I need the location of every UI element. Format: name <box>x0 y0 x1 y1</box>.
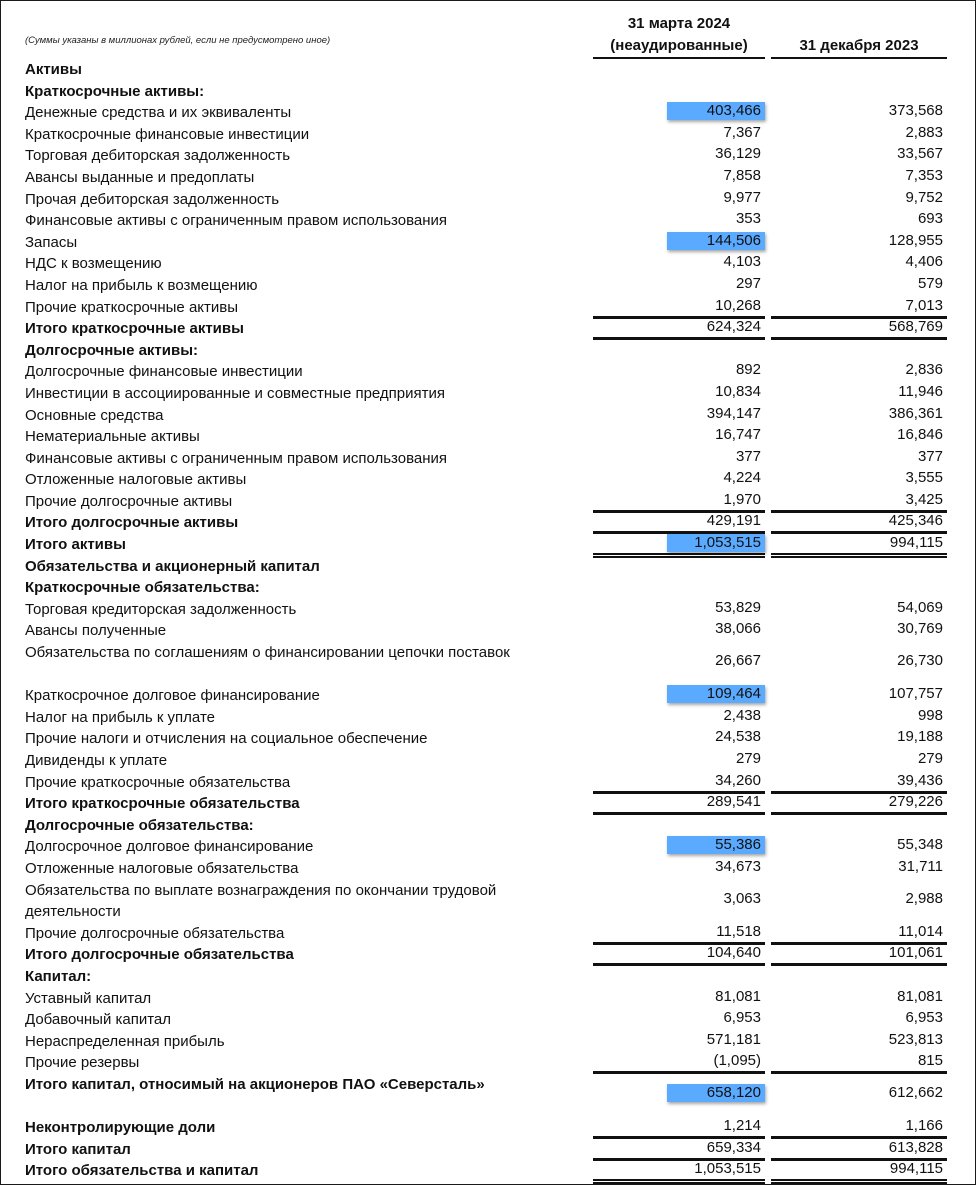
value-text: 7,353 <box>905 166 943 184</box>
table-row <box>1 295 976 317</box>
value-december-2023 <box>771 426 947 444</box>
value-text: 81,081 <box>897 987 943 1005</box>
total-row <box>1 791 976 813</box>
value-text: 31,711 <box>898 857 943 875</box>
row-label: Добавочный капитал <box>25 1011 172 1029</box>
value-text: 30,769 <box>897 620 943 638</box>
value-march-2024 <box>593 253 765 271</box>
row-label: Долгосрочные обязательства: <box>25 816 254 834</box>
row-label: Финансовые активы с ограниченным правом использования <box>25 212 448 230</box>
total-row <box>1 510 976 532</box>
row-label: Активы <box>25 61 82 78</box>
balance-sheet-table <box>1 57 976 1180</box>
value-december-2023 <box>771 469 947 487</box>
value-december-2023 <box>771 836 947 854</box>
value-text: 2,438 <box>723 706 761 724</box>
value-text: 4,406 <box>905 253 943 271</box>
table-row <box>1 618 976 640</box>
value-march-2024 <box>593 1009 765 1027</box>
value-december-2023 <box>771 361 947 379</box>
table-row <box>1 1050 976 1072</box>
table-row <box>1 446 976 468</box>
value-december-2023 <box>771 253 947 271</box>
currency-note: (Суммы указаны в миллионах рублей, если не предусмотрено иное) <box>25 35 331 46</box>
value-text: 16,747 <box>715 426 761 444</box>
row-label: Дивиденды к уплате <box>25 752 168 769</box>
value-text: 26,730 <box>897 652 943 670</box>
value-december-2023 <box>771 858 947 876</box>
value-december-2023 <box>771 405 947 423</box>
value-text: 55,348 <box>897 836 943 854</box>
row-label: Прочая дебиторская задолженность <box>25 190 280 208</box>
value-text: 4,224 <box>723 469 761 487</box>
table-row <box>1 597 976 619</box>
row-label: Запасы <box>25 233 78 251</box>
column-header-december-2023: 31 декабря 2023 <box>771 35 947 59</box>
value-december-2023 <box>771 102 947 120</box>
value-text: 994,115 <box>889 1160 943 1178</box>
section-heading <box>1 554 976 576</box>
total-row <box>1 316 976 338</box>
highlighted-value: 1,053,515 <box>667 534 765 552</box>
table-row <box>1 467 976 489</box>
value-march-2024 <box>593 1084 765 1102</box>
value-march-2024 <box>593 232 765 250</box>
value-text: 429,191 <box>706 512 761 530</box>
value-text: 998 <box>917 706 943 724</box>
value-text: 377 <box>917 447 943 465</box>
section-heading <box>1 575 976 597</box>
value-text: 279 <box>735 750 761 767</box>
value-text: 4,103 <box>723 253 761 271</box>
total-row <box>1 532 976 554</box>
value-text: 107,757 <box>888 685 943 703</box>
value-march-2024 <box>593 361 765 379</box>
value-december-2023 <box>771 210 947 228</box>
column-header-date: 31 марта 2024 <box>627 15 731 32</box>
value-march-2024 <box>593 448 765 466</box>
value-text: 6,953 <box>723 1009 761 1027</box>
value-text: 1,970 <box>723 490 761 508</box>
table-row <box>1 424 976 446</box>
value-text: 26,667 <box>715 652 761 670</box>
value-text: 693 <box>917 210 943 228</box>
table-row <box>1 381 976 403</box>
value-march-2024 <box>593 189 765 207</box>
value-march-2024 <box>593 707 765 725</box>
row-label: Обязательства и акционерный капитал <box>25 557 320 575</box>
value-text: 377 <box>735 447 761 465</box>
value-march-2024 <box>593 750 765 768</box>
value-text: 289,541 <box>706 793 761 811</box>
table-row <box>1 640 976 683</box>
value-text: 373,568 <box>888 102 943 120</box>
value-text: 279,226 <box>888 793 943 811</box>
table-row <box>1 834 976 856</box>
value-december-2023 <box>771 890 947 908</box>
value-text: 994,115 <box>889 534 943 552</box>
value-text: 571,181 <box>706 1030 761 1048</box>
value-text: 2,988 <box>905 889 943 907</box>
table-row <box>1 403 976 425</box>
row-label: Итого активы <box>25 536 126 554</box>
value-march-2024 <box>593 426 765 444</box>
table-row <box>1 230 976 252</box>
value-text: 36,129 <box>715 145 761 163</box>
value-text: 568,769 <box>888 318 943 336</box>
value-march-2024 <box>593 599 765 617</box>
value-text: 613,828 <box>888 1138 943 1156</box>
value-text: 279 <box>917 750 943 767</box>
total-row <box>1 1158 976 1180</box>
value-march-2024 <box>593 167 765 185</box>
value-text: 38,066 <box>715 620 761 638</box>
row-label: Авансы полученные <box>25 622 167 640</box>
value-text: 353 <box>735 210 761 228</box>
row-label: Отложенные налоговые активы <box>25 471 247 489</box>
value-text: 2,836 <box>905 361 943 379</box>
row-label: Инвестиции в ассоциированные и совместные предприятия <box>25 384 446 402</box>
table-row <box>1 1029 976 1051</box>
value-text: 2,883 <box>905 123 943 141</box>
value-text: 386,361 <box>888 404 943 422</box>
row-label: Краткосрочные финансовые инвестиции <box>25 125 310 143</box>
row-label: Итого капитал <box>25 1140 131 1158</box>
value-text: 11,518 <box>716 922 761 940</box>
highlighted-value: 403,466 <box>667 102 765 120</box>
table-row <box>1 726 976 748</box>
section-heading <box>1 964 976 986</box>
value-text: 16,846 <box>897 426 943 444</box>
column-header-march-2024 <box>593 13 765 59</box>
value-march-2024 <box>593 210 765 228</box>
row-label: Нематериальные активы <box>25 428 200 446</box>
value-march-2024 <box>593 728 765 746</box>
row-label: Итого краткосрочные активы <box>25 320 244 338</box>
value-march-2024 <box>593 836 765 854</box>
value-text: 54,069 <box>897 598 943 616</box>
row-label: Нераспределенная прибыль <box>25 1032 225 1050</box>
row-label: Уставный капитал <box>25 989 152 1007</box>
value-december-2023 <box>771 383 947 401</box>
value-text: 101,061 <box>888 944 943 962</box>
value-march-2024 <box>593 469 765 487</box>
value-text: 19,188 <box>897 728 943 746</box>
table-row <box>1 208 976 230</box>
row-label: Краткосрочные обязательства: <box>25 579 260 597</box>
table-row <box>1 921 976 943</box>
row-label: Финансовые активы с ограниченным правом использования <box>25 449 448 467</box>
value-december-2023 <box>771 448 947 466</box>
total-row <box>1 1072 976 1115</box>
value-december-2023 <box>771 167 947 185</box>
row-label: Долгосрочные активы: <box>25 341 199 359</box>
value-text: 659,334 <box>706 1138 761 1156</box>
table-row <box>1 770 976 792</box>
section-heading <box>1 338 976 360</box>
row-label: НДС к возмещению <box>25 255 162 273</box>
value-text: 7,367 <box>723 123 761 141</box>
row-label: Основные средства <box>25 406 164 424</box>
table-row <box>1 187 976 209</box>
value-march-2024 <box>593 620 765 638</box>
row-label: Долгосрочные финансовые инвестиции <box>25 363 303 381</box>
row-label: Торговая кредиторская задолженность <box>25 600 297 618</box>
value-december-2023 <box>771 124 947 142</box>
row-label: Налог на прибыль к уплате <box>25 708 215 726</box>
table-row <box>1 705 976 727</box>
row-label: Обязательства по соглашениям о финансировании цепочки поставок <box>25 644 510 662</box>
value-march-2024 <box>593 102 765 120</box>
value-text: 81,081 <box>715 987 761 1005</box>
value-text: 425,346 <box>888 512 943 530</box>
value-text: 579 <box>917 274 943 292</box>
table-row <box>1 165 976 187</box>
value-december-2023 <box>771 652 947 670</box>
row-label: Прочие краткосрочные обязательства <box>25 773 291 791</box>
value-text: 523,813 <box>888 1030 943 1048</box>
total-row <box>1 1115 976 1137</box>
row-label: Обязательства по выплате вознаграждения по окончании трудовой деятельности <box>25 881 497 921</box>
table-row <box>1 122 976 144</box>
value-text: 34,673 <box>715 857 761 875</box>
row-label: Итого обязательства и капитал <box>25 1162 259 1180</box>
highlighted-value: 109,464 <box>667 685 765 703</box>
value-text: 11,014 <box>898 922 943 940</box>
value-text: 10,834 <box>715 382 761 400</box>
highlighted-value: 55,386 <box>667 836 765 854</box>
value-text: 34,260 <box>715 771 761 789</box>
table-row <box>1 878 976 921</box>
value-december-2023 <box>771 1031 947 1049</box>
value-text: 892 <box>735 361 761 379</box>
value-december-2023 <box>771 275 947 293</box>
value-text: 815 <box>917 1052 943 1070</box>
value-text: 624,324 <box>706 318 761 336</box>
table-row <box>1 856 976 878</box>
value-text: 53,829 <box>715 598 761 616</box>
table-row <box>1 748 976 770</box>
value-march-2024 <box>593 652 765 670</box>
value-march-2024 <box>593 988 765 1006</box>
row-label: Отложенные налоговые обязательства <box>25 859 299 877</box>
row-label: Итого долгосрочные обязательства <box>25 946 294 964</box>
row-label: Краткосрочные активы: <box>25 82 205 100</box>
value-march-2024 <box>593 1031 765 1049</box>
value-december-2023 <box>771 1009 947 1027</box>
row-label: Итого капитал, относимый на акционеров ПАО «Северсталь» <box>25 1075 485 1093</box>
row-label: Авансы выданные и предоплаты <box>25 168 255 186</box>
value-december-2023 <box>771 685 947 703</box>
value-text: 3,425 <box>905 490 943 508</box>
total-row <box>1 1137 976 1159</box>
value-text: 9,977 <box>723 188 761 206</box>
value-text: 7,013 <box>905 296 943 314</box>
value-text: 1,166 <box>905 1117 943 1135</box>
row-label: Прочие долгосрочные обязательства <box>25 924 285 942</box>
table-row <box>1 489 976 511</box>
row-label: Итого долгосрочные активы <box>25 514 239 532</box>
value-text: 3,555 <box>905 469 943 487</box>
table-row <box>1 100 976 122</box>
section-heading <box>1 813 976 835</box>
value-text: 10,268 <box>715 296 761 314</box>
value-text: 24,538 <box>715 728 761 746</box>
value-march-2024 <box>593 858 765 876</box>
value-text: 3,063 <box>723 889 761 907</box>
value-december-2023 <box>771 988 947 1006</box>
column-header-unaudited: (неаудированные) <box>593 35 765 59</box>
value-text: 39,436 <box>897 771 943 789</box>
row-label: Денежные средства и их эквиваленты <box>25 104 292 122</box>
section-heading <box>1 57 976 79</box>
row-label: Краткосрочное долговое финансирование <box>25 687 320 705</box>
row-label: Долгосрочное долговое финансирование <box>25 838 314 856</box>
total-row <box>1 942 976 964</box>
value-december-2023 <box>771 728 947 746</box>
table-row <box>1 359 976 381</box>
section-heading <box>1 79 976 101</box>
row-label: Торговая дебиторская задолженность <box>25 147 291 165</box>
table-row <box>1 1007 976 1029</box>
value-text: (1,095) <box>713 1052 761 1070</box>
value-text: 33,567 <box>897 145 943 163</box>
value-text: 394,147 <box>706 404 761 422</box>
value-december-2023 <box>771 707 947 725</box>
value-text: 7,858 <box>723 166 761 184</box>
row-label: Неконтролирующие доли <box>25 1119 216 1137</box>
row-label: Налог на прибыль к возмещению <box>25 276 258 294</box>
value-march-2024 <box>593 405 765 423</box>
value-text: 128,955 <box>888 231 943 249</box>
value-text: 104,640 <box>706 944 761 962</box>
value-december-2023 <box>771 1084 947 1102</box>
value-march-2024 <box>593 145 765 163</box>
value-december-2023 <box>771 145 947 163</box>
value-march-2024 <box>593 383 765 401</box>
table-row <box>1 683 976 705</box>
row-label: Прочие краткосрочные активы <box>25 298 239 316</box>
value-text: 1,053,515 <box>694 1160 761 1178</box>
value-march-2024 <box>593 275 765 293</box>
highlighted-value: 658,120 <box>667 1084 765 1102</box>
row-label: Капитал: <box>25 967 92 985</box>
value-march-2024 <box>593 685 765 703</box>
row-label: Прочие налоги и отчисления на социальное обеспечение <box>25 730 428 748</box>
value-december-2023 <box>771 599 947 617</box>
row-label: Итого краткосрочные обязательства <box>25 795 300 813</box>
row-label: Прочие резервы <box>25 1054 140 1072</box>
table-row <box>1 273 976 295</box>
value-march-2024 <box>593 890 765 908</box>
value-december-2023 <box>771 750 947 768</box>
value-december-2023 <box>771 232 947 250</box>
value-march-2024 <box>593 1160 765 1184</box>
value-december-2023 <box>771 620 947 638</box>
value-text: 612,662 <box>888 1083 943 1101</box>
table-row <box>1 251 976 273</box>
value-march-2024 <box>593 124 765 142</box>
value-text: 11,946 <box>898 382 943 400</box>
value-text: 6,953 <box>905 1009 943 1027</box>
table-row <box>1 986 976 1008</box>
table-row <box>1 143 976 165</box>
highlighted-value: 144,506 <box>667 232 765 250</box>
value-text: 1,214 <box>723 1117 761 1135</box>
value-december-2023 <box>771 1160 947 1184</box>
value-text: 9,752 <box>905 188 943 206</box>
value-text: 297 <box>735 274 761 292</box>
row-label: Прочие долгосрочные активы <box>25 492 233 510</box>
value-december-2023 <box>771 189 947 207</box>
